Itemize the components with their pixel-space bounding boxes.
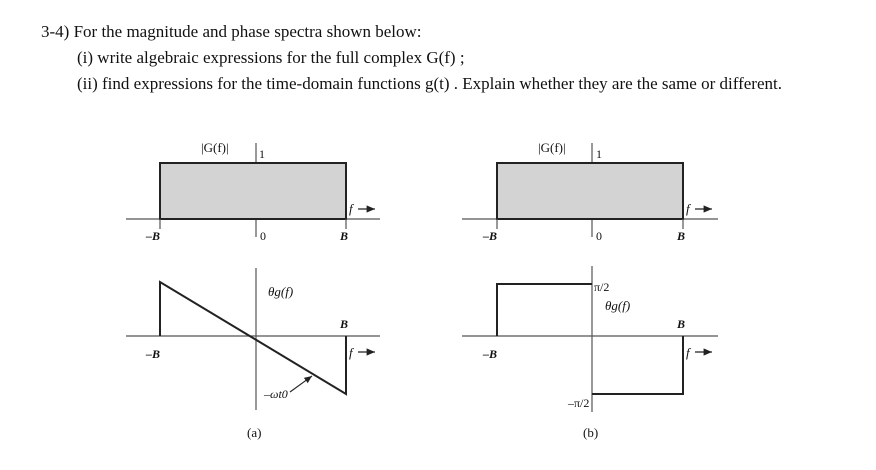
problem-title: 3-4) For the magnitude and phase spectra shown below: (41, 22, 422, 41)
slope-pointer-arrow-icon (290, 376, 312, 392)
figure-b-phase-plot (462, 266, 718, 412)
problem-part-i: (i) write algebraic expressions for the full complex G(f) ; (77, 48, 465, 67)
tick-label-neg-b: –B (146, 229, 161, 243)
magnitude-label: |G(f)| (201, 140, 229, 155)
tick-label-pos-b: B (340, 229, 349, 243)
tick-label-neg-b: –B (483, 347, 498, 361)
freq-label: f (686, 345, 690, 360)
tick-label-pos-b: B (677, 317, 686, 331)
freq-label: f (349, 345, 353, 360)
magnitude-rect (160, 163, 346, 219)
peak-value-label: 1 (596, 147, 602, 161)
slope-label: –ωt0 (264, 387, 288, 401)
figure-a-magnitude-plot (126, 140, 380, 243)
phase-label: θg(f) (605, 298, 631, 313)
top-value-label: π/2 (594, 280, 610, 294)
freq-label: f (349, 201, 353, 216)
tick-label-zero: 0 (596, 229, 602, 243)
phase-positive-step (497, 284, 592, 336)
tick-label-neg-b: –B (483, 229, 498, 243)
magnitude-rect (497, 163, 683, 219)
phase-negative-step (592, 336, 683, 394)
tick-label-pos-b: B (677, 229, 686, 243)
peak-value-label: 1 (259, 147, 265, 161)
figure-b-magnitude-plot (462, 140, 718, 243)
phase-label: θg(f) (268, 284, 294, 299)
figure-a-phase-plot (126, 268, 380, 410)
figure-b-caption: (b) (583, 425, 599, 440)
problem-part-ii: (ii) find expressions for the time-domain functions g(t) . Explain whether they are the same or different. (77, 74, 782, 93)
bottom-value-label: –π/2 (568, 396, 590, 410)
linear-phase-line (160, 282, 349, 394)
magnitude-label: |G(f)| (538, 140, 566, 155)
figure-a-caption: (a) (247, 425, 262, 440)
freq-label: f (686, 201, 690, 216)
tick-label-neg-b: –B (146, 347, 161, 361)
tick-label-zero: 0 (260, 229, 266, 243)
tick-label-pos-b: B (340, 317, 349, 331)
